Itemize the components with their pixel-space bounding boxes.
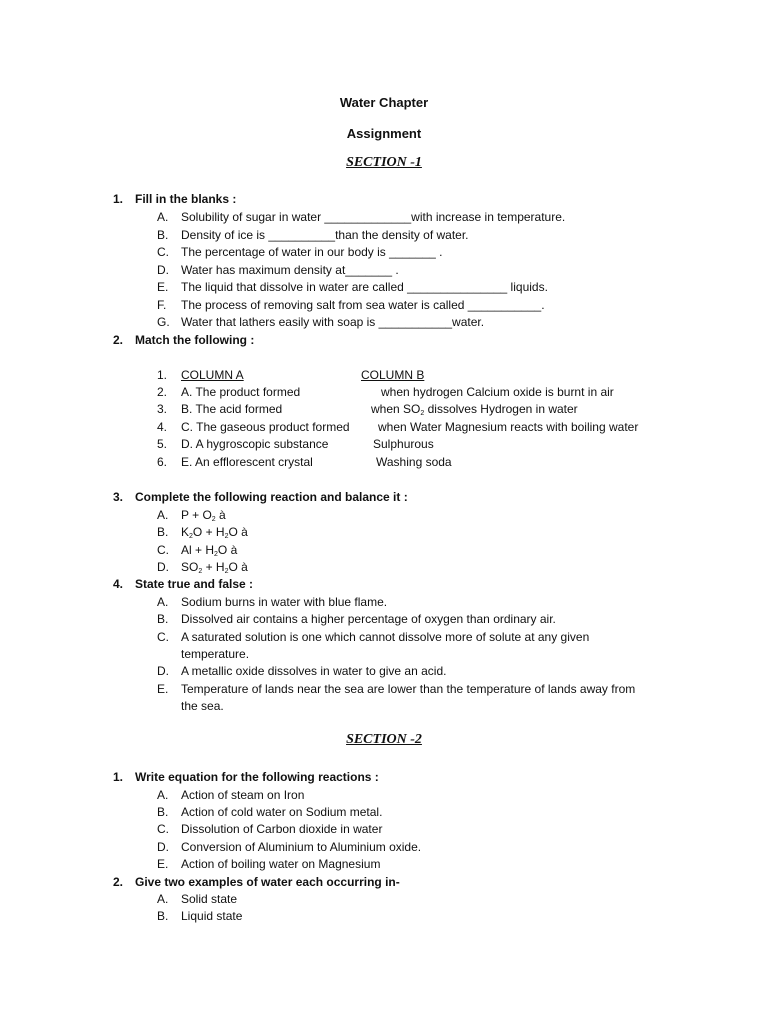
- document-title: Water Chapter: [339, 95, 429, 110]
- match-row-mark: 6.: [157, 455, 168, 469]
- eq-part: O + H: [192, 525, 225, 539]
- section-1-heading: SECTION -1: [346, 155, 422, 170]
- q1-item-text: The percentage of water in our body is _______ .: [181, 245, 443, 259]
- q1-text: Fill in the blanks :: [135, 192, 237, 206]
- eq-part: K: [181, 525, 190, 539]
- s2q1-item-mark: C.: [157, 822, 169, 836]
- subscript: 2: [420, 410, 425, 417]
- match-column-b-item: when Water Magnesium reacts with boiling water: [378, 420, 639, 434]
- document-subtitle: Assignment: [346, 126, 422, 141]
- match-column-a-item: E. An efflorescent crystal: [181, 455, 313, 469]
- s2q1-number: 1.: [113, 770, 124, 784]
- eq-part: P + O: [181, 508, 212, 522]
- s2q1-item-mark: B.: [157, 805, 169, 819]
- column-a-header: COLUMN A: [181, 368, 244, 382]
- match-column-b-item: when hydrogen Calcium oxide is burnt in air: [381, 385, 614, 399]
- q4-number: 4.: [113, 577, 124, 591]
- q1-item-mark: B.: [157, 228, 169, 242]
- match-row-mark: 1.: [157, 368, 168, 382]
- eq-part: Al + H: [181, 543, 215, 557]
- subscript: 2: [224, 568, 229, 575]
- q1-item-mark: F.: [157, 298, 167, 312]
- s2q2-item-mark: A.: [157, 892, 169, 906]
- q3-number: 3.: [113, 490, 124, 504]
- q1-item-mark: E.: [157, 280, 169, 294]
- q4-text: State true and false :: [135, 577, 254, 591]
- eq-part: O à: [217, 543, 238, 557]
- eq-part: à: [215, 508, 226, 522]
- q1-item-mark: G.: [157, 315, 170, 329]
- q1-item-text: Water that lathers easily with soap is ___________water.: [181, 315, 485, 329]
- match-column-b-item: Washing soda: [376, 455, 452, 469]
- s2q2-item-mark: B.: [157, 909, 169, 923]
- q1-number: 1.: [113, 192, 124, 206]
- s2q2-item-text: Liquid state: [181, 909, 243, 923]
- q1-item-mark: C.: [157, 245, 169, 259]
- match-column-b-item: Sulphurous: [373, 437, 434, 451]
- section-2-heading: SECTION -2: [346, 732, 422, 747]
- q4-item-mark: B.: [157, 612, 169, 626]
- q4-item-mark: D.: [157, 664, 169, 678]
- q4-item-mark: A.: [157, 595, 169, 609]
- reaction-equation: [181, 507, 226, 523]
- q4-item-mark: E.: [157, 682, 169, 696]
- subscript: 2: [214, 551, 218, 558]
- q3-item-mark: B.: [157, 525, 169, 539]
- q2-number: 2.: [113, 333, 124, 347]
- reaction-equation: [181, 542, 237, 558]
- q3-text: Complete the following reaction and balance it :: [135, 490, 408, 504]
- q4-item-continuation: the sea.: [181, 699, 224, 713]
- q1-item-text: The liquid that dissolve in water are called _______________ liquids.: [181, 280, 548, 294]
- s2q2-item-text: Solid state: [181, 892, 238, 906]
- q1-item-text: The process of removing salt from sea water is called ___________.: [181, 298, 545, 312]
- match-row-mark: 3.: [157, 402, 168, 416]
- s2q1-text: Write equation for the following reactions :: [135, 770, 379, 784]
- q1-item-text: Water has maximum density at_______ .: [181, 263, 399, 277]
- q4-item-mark: C.: [157, 630, 169, 644]
- match-b-text: dissolves Hydrogen in water: [424, 402, 578, 416]
- match-row-mark: 4.: [157, 420, 168, 434]
- match-column-a-item: C. The gaseous product formed: [181, 420, 350, 434]
- s2q1-item-text: Conversion of Aluminium to Aluminium oxide.: [181, 840, 422, 854]
- subscript: 2: [189, 533, 193, 540]
- subscript: 2: [224, 533, 229, 540]
- eq-part: O à: [228, 525, 248, 539]
- eq-part: O à: [228, 560, 248, 574]
- match-row-mark: 5.: [157, 437, 168, 451]
- subscript: 2: [198, 568, 203, 575]
- s2q1-item-mark: A.: [157, 788, 169, 802]
- q4-item-text: A metallic oxide dissolves in water to give an acid.: [181, 664, 447, 678]
- q1-item-text: Density of ice is __________than the density of water.: [181, 228, 469, 242]
- s2q1-item-text: Action of steam on Iron: [181, 788, 305, 802]
- q4-item-text: Temperature of lands near the sea are lower than the temperature of lands away from: [181, 682, 636, 696]
- match-column-a-item: D. A hygroscopic substance: [181, 437, 329, 451]
- s2q1-item-text: Action of cold water on Sodium metal.: [181, 805, 383, 819]
- match-b-text: when SO: [371, 402, 421, 416]
- q4-item-continuation: temperature.: [181, 647, 250, 661]
- s2q1-item-text: Action of boiling water on Magnesium: [181, 857, 381, 871]
- reaction-equation: [181, 524, 248, 540]
- s2q2-number: 2.: [113, 875, 124, 889]
- q4-item-text: Dissolved air contains a higher percentage of oxygen than ordinary air.: [181, 612, 556, 626]
- s2q1-item-mark: E.: [157, 857, 169, 871]
- s2q1-item-mark: D.: [157, 840, 169, 854]
- q1-item-mark: A.: [157, 210, 169, 224]
- match-column-a-item: B. The acid formed: [181, 402, 283, 416]
- match-row-mark: 2.: [157, 385, 168, 399]
- match-column-b-item: [371, 401, 578, 417]
- q3-item-mark: C.: [157, 543, 169, 557]
- q3-item-mark: A.: [157, 508, 169, 522]
- s2q1-item-text: Dissolution of Carbon dioxide in water: [181, 822, 383, 836]
- q1-item-mark: D.: [157, 263, 169, 277]
- match-column-a-item: A. The product formed: [181, 385, 301, 399]
- s2q2-text: Give two examples of water each occurring in-: [135, 875, 400, 889]
- subscript: 2: [211, 516, 216, 523]
- column-b-header: COLUMN B: [361, 368, 425, 382]
- q4-item-text: A saturated solution is one which cannot dissolve more of solute at any given: [181, 630, 590, 644]
- eq-part: + H: [202, 560, 225, 574]
- q4-item-text: Sodium burns in water with blue flame.: [181, 595, 388, 609]
- reaction-equation: [181, 559, 248, 575]
- eq-part: SO: [181, 560, 199, 574]
- q1-item-text: Solubility of sugar in water _____________with increase in temperature.: [181, 210, 566, 224]
- q3-item-mark: D.: [157, 560, 169, 574]
- q2-text: Match the following :: [135, 333, 255, 347]
